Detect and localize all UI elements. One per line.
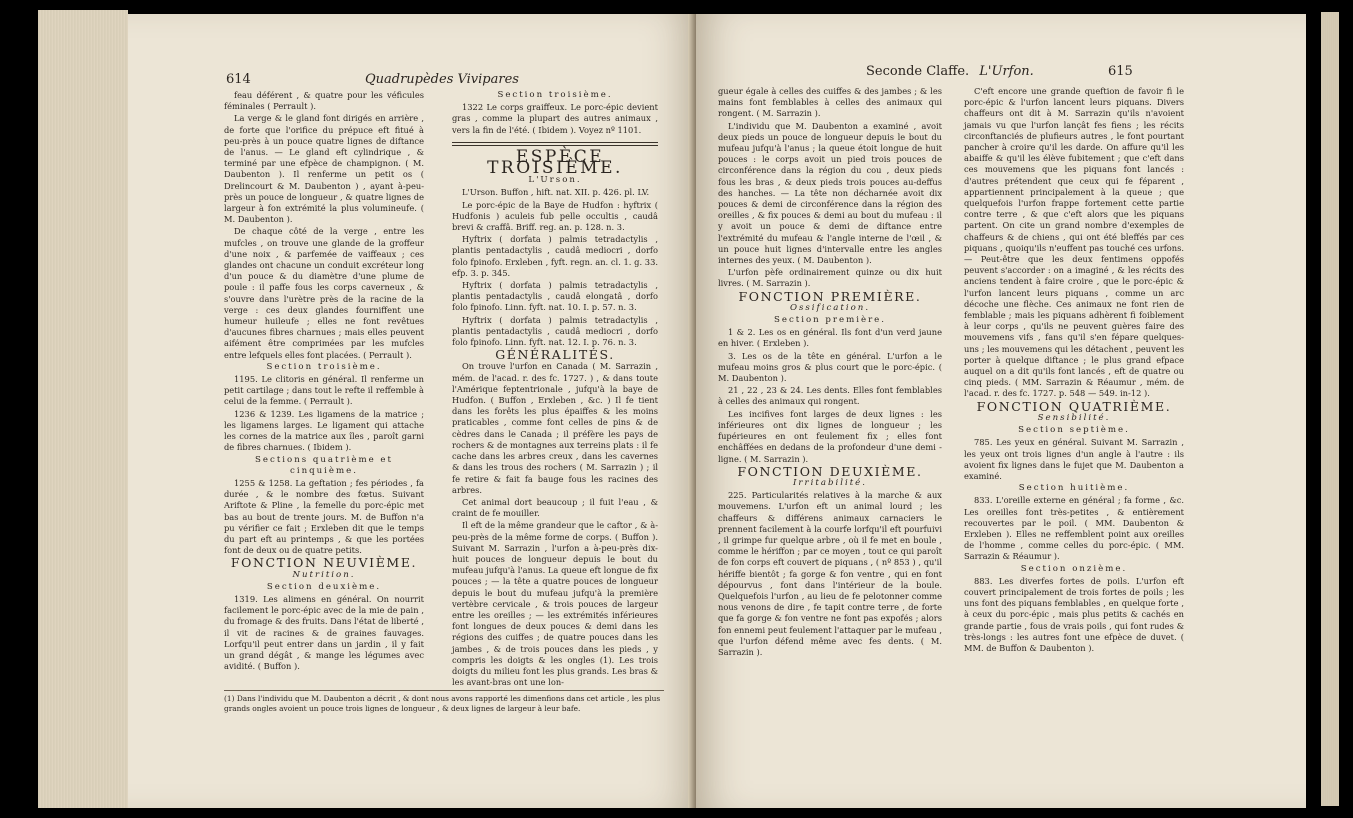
left-running-head	[226, 72, 646, 87]
divider	[452, 142, 658, 146]
subheading: Nutrition.	[292, 569, 356, 580]
paragraph: La verge & le gland font dirigés en arrière , de forte que l'orifice du prépuce eft fitué à peu-près à un pouce quatre lignes de diftance de l'anus. — Le gland eft cylindrique , & terminé par une efpèce de champignon. ( M. Daubenton ). Il renferme un petit os ( Drelincourt & M. Daubenton ) , ayant à-peu-près un pouce de longueur , & quatre lignes de largeur à fon extrémité la plus volumineufe. ( M. Daubenton ).	[224, 113, 424, 225]
paragraph: L'urfon pèfe ordinairement quinze ou dix huit livres. ( M. Sarrazin ).	[718, 267, 942, 289]
function-heading: FONCTION DEUXIÈME.	[737, 463, 923, 479]
paragraph: Hyftrix ( dorfata ) palmis tetradactylis , plantis pentadactylis , caudâ mediocri , dorfo folo fpinofo. Linn. fyft. nat. 12. I. p. 76. n. 3.	[452, 314, 658, 348]
subheading: Irritabilité.	[793, 477, 867, 488]
paragraph: L'individu que M. Daubenton a examiné , avoit deux pieds un pouce de longueur depuis le bout du mufeau jufqu'à l'anus ; la queue étoit longue de huit pouces : le corps avoit un pied trois pouces de circonférence dans la région du cou , deux pieds fous les bras , & deux pieds trois pouces au-deffus des hanches. — La tête non décharnée avoit dix pouces & demi de circonférence dans la région des oreilles , & fix pouces & demi au bout du mufeau : il y avoit un pouce & demi de diftance entre l'extrémité du mufeau & l'angle interne de l'œil , & un pouce huit lignes d'intervalle entre les angles internes des yeux. ( M. Daubenton ).	[718, 120, 942, 266]
paragraph: 785. Les yeux en général. Suivant M. Sarrazin , les yeux ont trois lignes d'un angle à l'autre : ils avoient fix lignes dans le fujet que M. Daubenton a examiné.	[964, 437, 1184, 481]
left-column-2	[452, 90, 658, 689]
book-edge-right	[1321, 12, 1339, 806]
paragraph: On trouve l'urfon en Canada ( M. Sarrazin , mém. de l'acad. r. des fc. 1727. ) , & dans toute l'Amérique feptentrionale , jufqu'à la baye de Hudfon. ( Buffon , Erxleben , &c. ) Il fe tient dans les forêts les plus épaiffes & les moins praticables , comme font celles de pins & de cèdres dans le Canada ; il préfère les pays de rochers & de montagnes aux terreins plats : il fe cache dans les arbres creux , dans les cavernes & dans les trous des rochers ( M. Sarrazin ) ; il fe retire & fait fa bauge fous les racines des arbres.	[452, 361, 658, 495]
paragraph: 1319. Les alimens en général. On nourrit facilement le porc-épic avec de la mie de pain , du fromage & des fruits. Dans l'état de liberté , il vit de racines & de graines fauvages. Lorfqu'il peut entrer dans un jardin , il y fait un grand dégât , & mange les légumes avec avidité. ( Buffon ).	[224, 593, 424, 672]
paragraph: L'Urson. Buffon , hift. nat. XII. p. 426. pl. LV.	[462, 187, 650, 198]
paragraph: Il eft de la même grandeur que le caftor , & à-peu-près de la même forme de corps. ( Buffon ). Suivant M. Sarrazin , l'urfon a à-peu-près dix-huit pouces de longueur depuis le bout du mufeau jufqu'à l'anus. La queue eft longue de fix pouces ; — la tête a quatre pouces de longueur depuis le bout du mufeau jufqu'à la première vertèbre cervicale , & trois pouces de largeur entre les oreilles ; — les extrémités inférieures font longues de deux pouces & demi dans les régions des cuiffes ; de quatre pouces dans les jambes , & de trois pouces dans les pieds , y compris les doigts & les ongles (1). Les trois doigts du milieu font les plus grands. Les bras & les avant-bras ont une lon-	[452, 520, 658, 688]
paragraph: 1236 & 1239. Les ligamens de la matrice ; les ligamens larges. Le ligament qui attache les cornes de la matrice aux îles , paroît garni de fibres charnues. ( Ibidem ).	[224, 408, 424, 453]
paragraph: 1 & 2. Les os en général. Ils font d'un verd jaune en hiver. ( Erxleben ).	[718, 327, 942, 349]
left-column-1	[224, 90, 424, 673]
paragraph: De chaque côté de la verge , entre les mufcles , on trouve une glande de la groffeur d'une noix , & parfemée de vaiffeaux ; ces glandes ont chacune un conduit excréteur long d'un pouce & du diamètre d'une plume de poule : il paffe fous les corps caverneux , & s'ouvre dans l'urètre près de la racine de la verge : ces deux glandes fourniffent une humeur huileufe ; elles ne font revêtues d'aucunes fibres charnues ; mais elles peuvent aifément être comprimées par les mufcles entre lefquels elles font placées. ( Perrault ).	[224, 226, 424, 360]
right-running-title-italic: L'Urfon.	[979, 64, 1034, 79]
section-heading: Section première.	[773, 315, 887, 326]
paragraph: 225. Particularités relatives à la marche & aux mouvemens. L'urfon eft un animal lourd ; les chaffeurs & différens animaux carnaciers le prennent facilement à la courfe lorfqu'il eft pourfuivi , il grimpe fur quelque arbre , où il fe met en boule , comme le hériffon ; par ce moyen , tout ce qui paroît de fon corps eft couvert de piquans , ( nº 853 ) , qu'il hériffe bientôt ; fa gorge & fon ventre , qui en font dépourvus , font dans l'intérieur de la boule. Quelquefois l'urfon , au lieu de fe pelotonner comme nous venons de dire , fe tapit contre terre , de forte que fa gorge & fon ventre ne font pas expofés ; alors fon ennemi peut feulement l'attaquer par le mufeau , que l'urfon défend même avec fes dents. ( M. Sarrazin ).	[718, 490, 942, 657]
paragraph: gueur égale à celles des cuiffes & des jambes ; & les mains font femblables à celles des animaux qui rongent. ( M. Sarrazin ).	[718, 86, 942, 119]
generalites-heading: GÉNÉRALITÉS.	[495, 347, 615, 363]
species-name: L'Urson.	[528, 175, 582, 186]
section-heading: Section deuxième.	[266, 581, 382, 592]
paragraph: Hyftrix ( dorfata ) palmis tetradactylis , plantis pentadactylis , caudâ elongatâ , dorfo folo fpinofo. Linn. fyft. nat. 10. I. p. 57. n. 3.	[452, 280, 658, 313]
paragraph: Hyftrix ( dorfata ) palmis tetradactylis , plantis pentadactylis , caudâ mediocri , dorfo folo fpinofo. Erxleben , fyft. regn. an. cl. 1. g. 33. efp. 3. p. 345.	[452, 234, 658, 278]
paragraph: feau déférent , & quatre pour les véficules féminales ( Perrault ).	[224, 90, 424, 112]
right-column-1	[718, 86, 942, 659]
book-edge-left	[38, 10, 128, 808]
right-page-number: 615	[1107, 64, 1133, 79]
paragraph: 3. Les os de la tête en général. L'urfon a le mufeau moins gros & plus court que le porc-épic. ( M. Daubenton ).	[718, 350, 942, 384]
right-running-head	[866, 64, 1266, 79]
right-running-title: Seconde Claffe.	[866, 64, 970, 79]
paragraph: Cet animal dort beaucoup ; il fuit l'eau , & craint de fe mouiller.	[452, 496, 658, 519]
left-page-number: 614	[226, 72, 251, 87]
section-heading: Section septième.	[1018, 425, 1130, 436]
function-heading: FONCTION PREMIÈRE.	[738, 288, 922, 304]
section-heading: Section huitième.	[1018, 483, 1130, 494]
paragraph: 1322 Le corps graiffeux. Le porc-épic devient gras , comme la plupart des autres animaux , vers la fin de l'été. ( Ibidem ). Voyez nº 1101.	[452, 102, 658, 135]
paragraph: Le porc-épic de la Baye de Hudfon : hyftrix ( Hudfonis ) aculeis fub pelle occultis , caudâ brevi & craffâ. Briff. reg. an. p. 128. n. 3.	[452, 199, 658, 233]
right-column-2	[964, 86, 1184, 655]
paragraph: Les incifives font larges de deux lignes : les inférieures ont dix lignes de longueur ; les fupérieures en ont feulement fix ; elles font enchâffées en dedans de la profondeur d'une demi - ligne. ( M. Sarrazin ).	[718, 408, 942, 464]
species-heading: ESPÈCE TROISIÈME.	[487, 146, 623, 179]
subheading: Ossification.	[789, 302, 871, 313]
paragraph: 1255 & 1258. La geftation ; fes périodes , fa durée , & le nombre des fœtus. Suivant Ariftote & Pline , la femelle du porc-épic met bas au bout de trente jours. M. de Buffon n'a pu vérifier ce fait ; Erxleben dit que le temps du part eft au printemps , & que les portées font de deux ou de quatre petits.	[224, 477, 424, 556]
paragraph: 21 , 22 , 23 & 24. Les dents. Elles font femblables à celles des animaux qui rongent.	[718, 385, 942, 407]
footnote: (1) Dans l'individu que M. Daubenton a décrit , & dont nous avons rapporté les dimenfions dans cet article , les plus grands ongles avoient un pouce trois lignes de longueur , & deux lignes de largeur à leur bafe.	[224, 690, 664, 713]
function-heading: FONCTION QUATRIÈME.	[976, 398, 1172, 414]
paragraph: C'eft encore une grande queftion de favoir fi le porc-épic & l'urfon lancent leurs piquans. Divers chaffeurs ont dit à M. Sarrazin qu'ils n'avoient jamais vu que l'urfon lançât fes fiens ; les récits circonftanciés de plufieurs autres , le font pourtant pancher à croire qu'il les darde. On affure qu'il les abaiffe & qu'il les élève fubitement ; que c'eft dans ces mouvemens que les piquans font lancés : d'autres prétendent que ceux qui fe féparent , appartiennent principalement à la queue ; que quelquefois l'urfon frappe fortement cette partie contre terre , & que c'eft alors que les piquans partent. On cite un grand nombre d'exemples de chaffeurs & de chiens , qui ont été bleffés par ces piquans , quoiqu'ils n'euffent pas touché ces urfons. — Peut-être que les deux fentimens oppofés peuvent s'accorder : on a imaginé , & les récits des anciens tendent à faire croire , que le porc-épic & l'urfon lancent leurs piquans , comme un arc décoche une flèche. Ces animaux ne font rien de femblable ; mais les piquans adhèrent fi foiblement à leur corps , qu'ils ne peuvent guères faire des mouvemens vifs , fans qu'il s'en fépare quelques-uns ; les mouvemens qui les détachent , peuvent les porter à quelque diftance ; le plus grand efpace auquel on a dit qu'ils font lancés , eft de quatre ou cinq pieds. ( MM. Sarrazin & Réaumur , mém. de l'acad. r. des fc. 1727. p. 548 — 549. in-12 ).	[964, 86, 1184, 399]
section-heading: Section onzième.	[1020, 563, 1128, 574]
section-heading: Sections quatrième et cinquième.	[255, 454, 393, 476]
section-heading: Section troisième.	[266, 361, 382, 372]
paragraph: 833. L'oreille externe en général ; fa forme , &c. Les oreilles font très-petites , & entièrement recouvertes par le poil. ( MM. Daubenton & Erxleben ). Elles ne reffemblent point aux oreilles de l'homme , comme celles du porc-épic. ( MM. Sarrazin & Réaumur ).	[964, 495, 1184, 562]
left-page	[128, 14, 696, 808]
subheading: Sensibilité.	[1037, 412, 1111, 423]
paragraph: 883. Les diverfes fortes de poils. L'urfon eft couvert principalement de trois fortes de poils ; les uns font des piquans femblables , en quelque forte , à ceux du porc-épic , mais plus petits & cachés en grande partie , fous de vrais poils , qui font rudes & très-longs : les autres font une efpèce de duvet. ( MM. de Buffon & Daubenton ).	[964, 575, 1184, 653]
paragraph: 1195. Le clitoris en général. Il renferme un petit cartilage ; dans tout le refte il reffemble à celui de la femme. ( Perrault ).	[224, 374, 424, 407]
section-heading: Section troisième.	[497, 90, 613, 100]
function-heading: FONCTION NEUVIÈME.	[230, 555, 418, 571]
left-running-title: Quadrupèdes Vivipares	[364, 72, 519, 87]
right-page	[696, 14, 1306, 808]
